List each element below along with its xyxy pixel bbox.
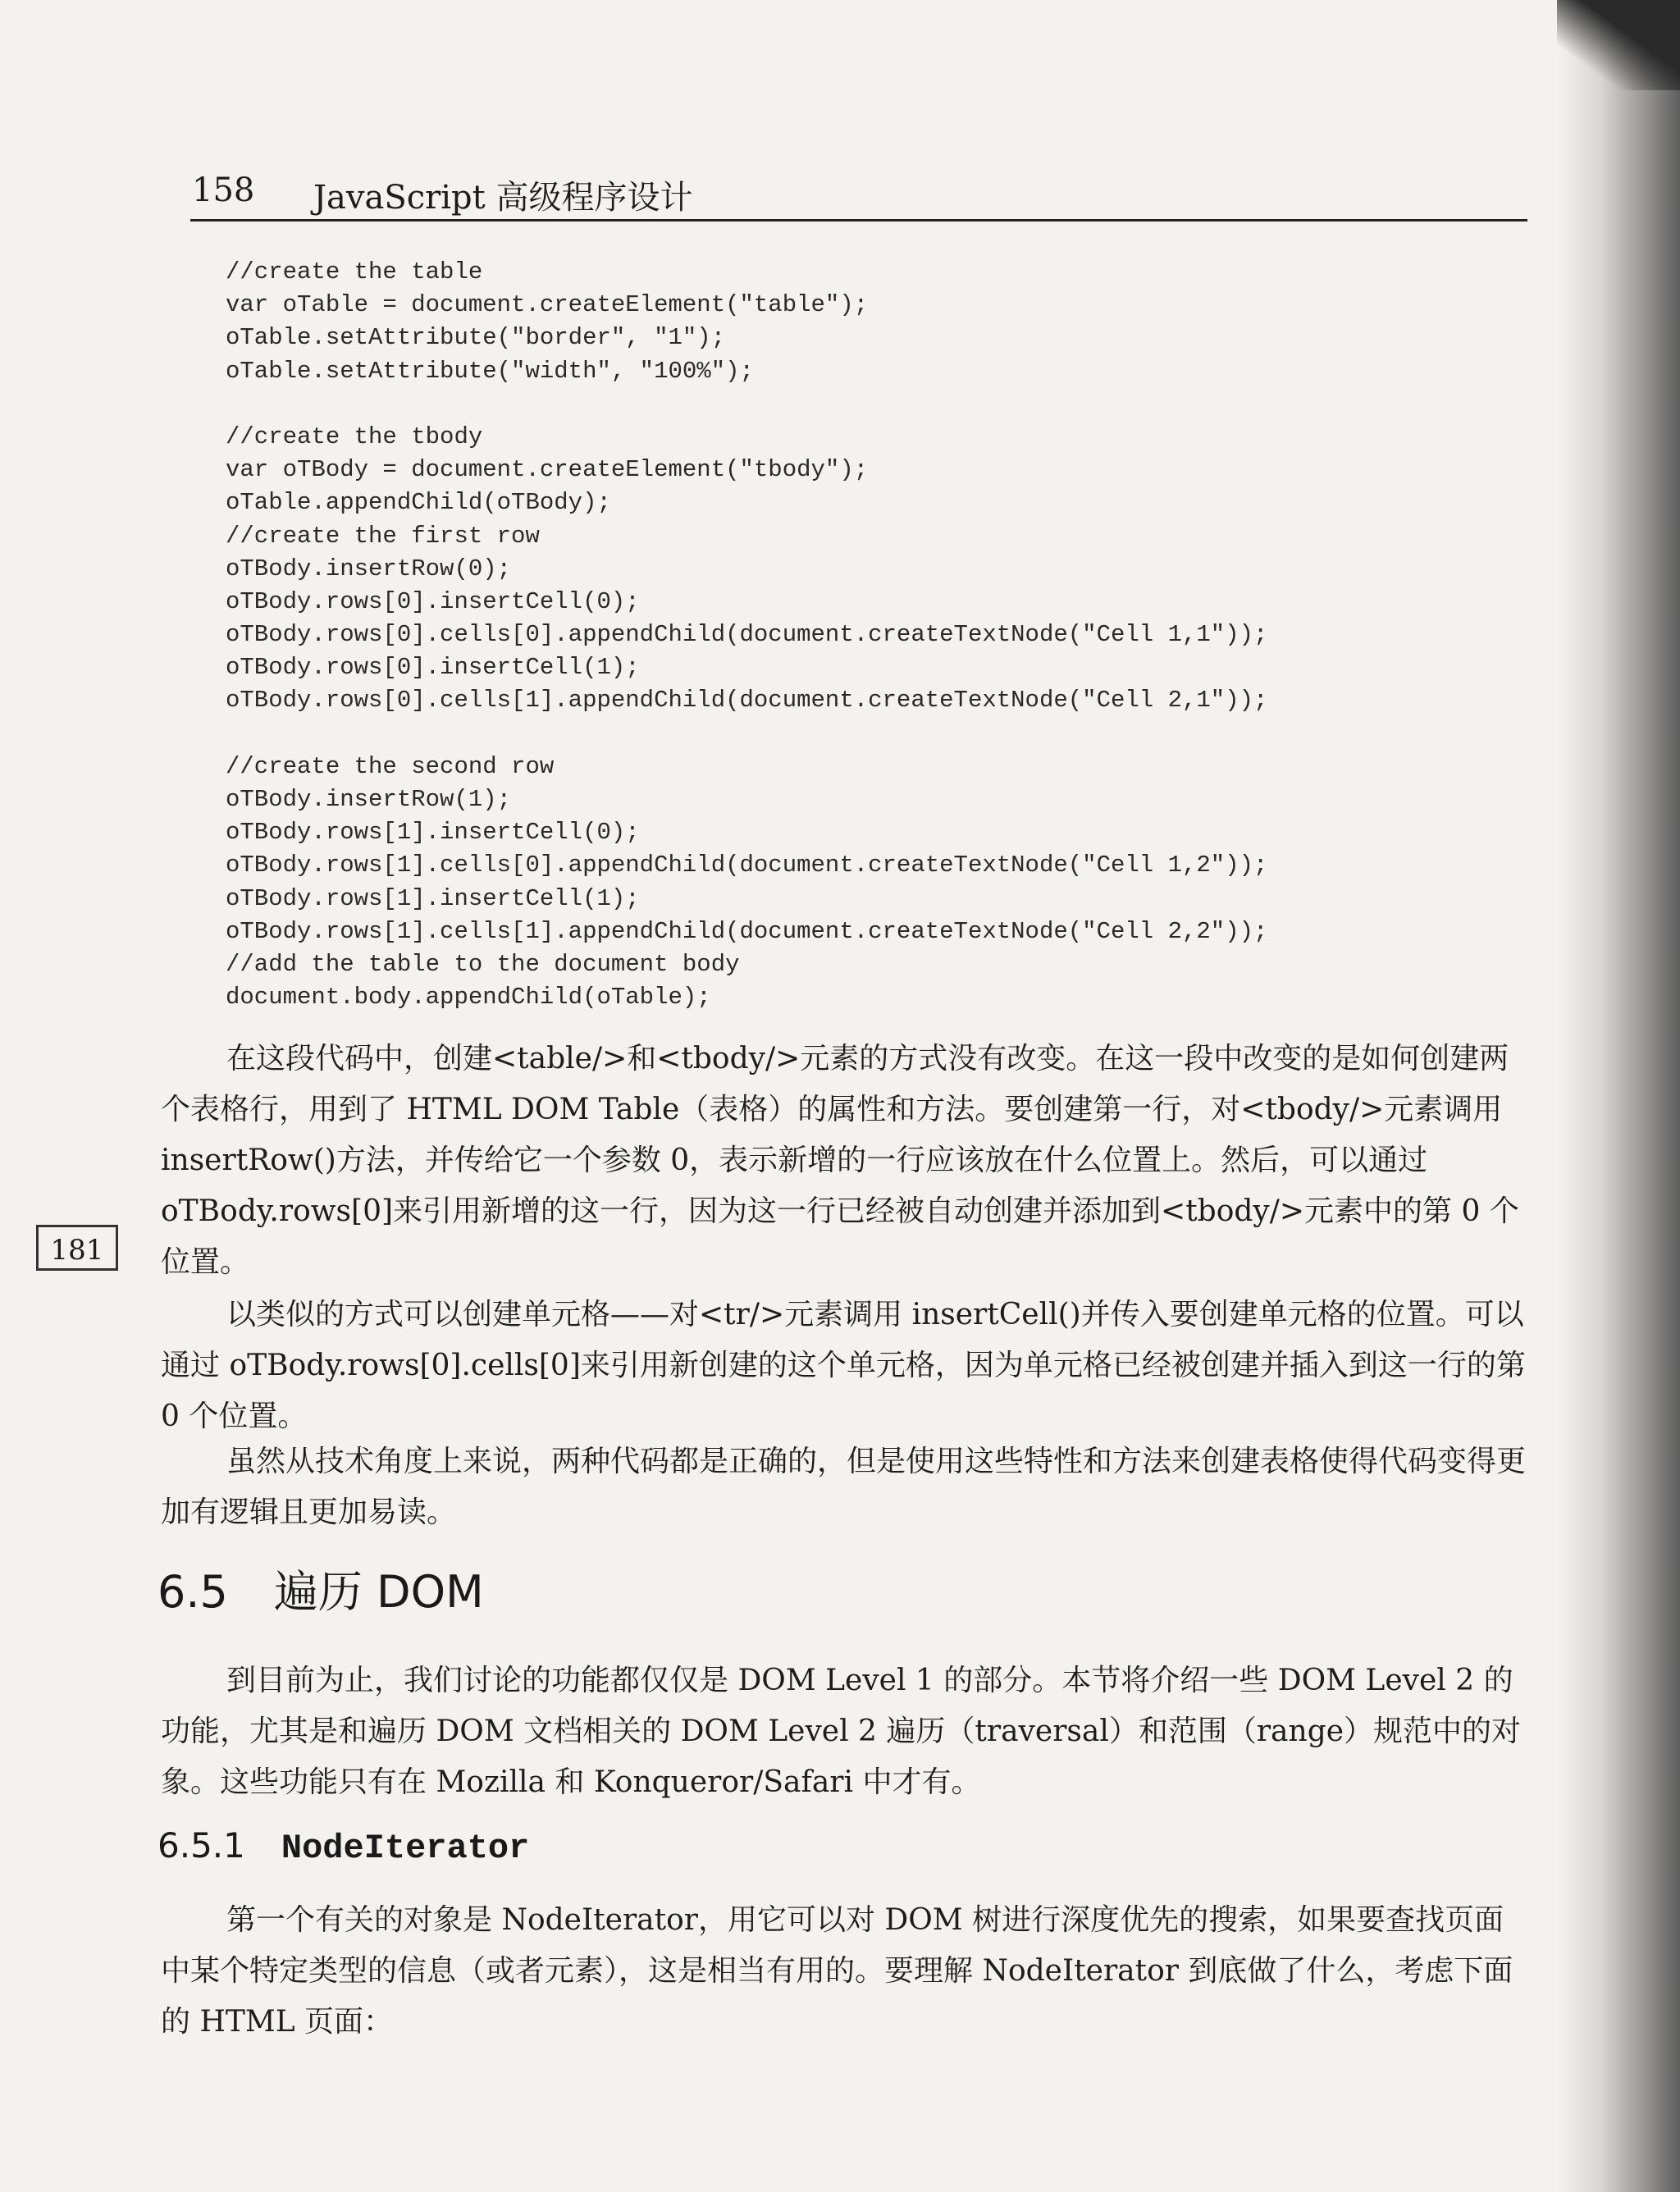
code-line: oTBody.rows[0].cells[1].appendChild(document.createTextNode("Cell 2,1")); [226, 687, 1268, 715]
paragraph-text: 到目前为止，我们讨论的功能都仅仅是 DOM Level 1 的部分。本节将介绍一些 DOM Level 2 的功能，尤其是和遍历 DOM 文档相关的 DOM Level 2 遍历（traversal）和范围（range）规范中的对象。这些功能只有在 Mozilla 和 Konqueror/Safari 中才有。 [161, 1664, 1522, 1799]
code-line: oTBody.rows[1].cells[0].appendChild(document.createTextNode("Cell 1,2")); [226, 852, 1268, 879]
code-line: //create the tbody [226, 422, 483, 450]
code-line: oTable.appendChild(oTBody); [226, 489, 611, 517]
section-number: 6.5 [158, 1566, 228, 1618]
code-line: oTBody.rows[1].insertCell(1); [226, 884, 640, 912]
paragraph-text: 虽然从技术角度上来说，两种代码都是正确的，但是使用这些特性和方法来创建表格使得代码变得更加有逻辑且更加易读。 [161, 1445, 1527, 1529]
code-line: //add the table to the document body [226, 950, 740, 978]
code-line: //create the first row [226, 522, 540, 550]
code-line: oTBody.insertRow(0); [226, 555, 512, 582]
section-title: 遍历 DOM [273, 1566, 484, 1618]
book-spine-shadow [1557, 0, 1680, 2192]
body-paragraph [161, 1034, 1531, 1288]
section-heading [158, 1564, 484, 1621]
code-line: //create the second row [226, 752, 555, 780]
code-line: oTBody.rows[1].insertCell(0); [226, 819, 640, 847]
code-line: oTBody.insertRow(1); [226, 786, 512, 813]
page-number: 158 [192, 171, 255, 209]
body-paragraph [161, 1290, 1531, 1442]
code-line: oTBody.rows[1].cells[1].appendChild(document.createTextNode("Cell 2,2")); [226, 917, 1268, 945]
original-page-marker: 181 [36, 1225, 118, 1271]
body-paragraph [161, 1655, 1531, 1808]
code-line [226, 388, 1538, 421]
code-line: oTBody.rows[0].insertCell(0); [226, 587, 640, 615]
code-line: var oTable = document.createElement("table"); [226, 291, 869, 319]
code-listing [226, 256, 1538, 1014]
paragraph-text: 以类似的方式可以创建单元格——对<tr/>元素调用 insertCell()并传入要创建单元格的位置。可以通过 oTBody.rows[0].cells[0]来引用新创建的这个单元格，因为单元格已经被创建并插入到这一行的第 0 个位置。 [161, 1298, 1526, 1433]
code-line: document.body.appendChild(oTable); [226, 984, 711, 1012]
subsection-heading [158, 1823, 529, 1871]
code-line [226, 718, 1538, 751]
page-header [190, 168, 1527, 221]
code-line: oTable.setAttribute("border", "1"); [226, 324, 726, 352]
paragraph-text: 在这段代码中，创建<table/>和<tbody/>元素的方式没有改变。在这一段中改变的是如何创建两个表格行，用到了 HTML DOM Table（表格）的属性和方法。要创建第一行，对<tbody/>元素调用 insertRow()方法，并传给它一个参数 0，表示新增的一行应该放在什么位置上。然后，可以通过 oTBody.rows[0]来引用新增的这一行，因为这一行已经被自动创建并添加到<tbody/>元素中的第 0 个位置。 [161, 1042, 1519, 1279]
body-paragraph [161, 1436, 1531, 1538]
book-title: JavaScript 高级程序设计 [313, 179, 693, 217]
code-line: oTable.setAttribute("width", "100%"); [226, 357, 754, 385]
code-line: var oTBody = document.createElement("tbody"); [226, 456, 869, 484]
code-line: //create the table [226, 258, 483, 285]
body-paragraph [161, 1895, 1531, 2048]
paragraph-text: 第一个有关的对象是 NodeIterator，用它可以对 DOM 树进行深度优先的搜索，如果要查找页面中某个特定类型的信息（或者元素），这是相当有用的。要理解 NodeIterator 到底做了什么，考虑下面的 HTML 页面： [161, 1903, 1513, 2039]
subsection-title: NodeIterator [281, 1829, 530, 1868]
code-line: oTBody.rows[0].cells[0].appendChild(document.createTextNode("Cell 1,1")); [226, 621, 1268, 649]
code-line: oTBody.rows[0].insertCell(1); [226, 654, 640, 682]
book-corner-shadow [1557, 0, 1680, 90]
subsection-number: 6.5.1 [158, 1825, 245, 1865]
